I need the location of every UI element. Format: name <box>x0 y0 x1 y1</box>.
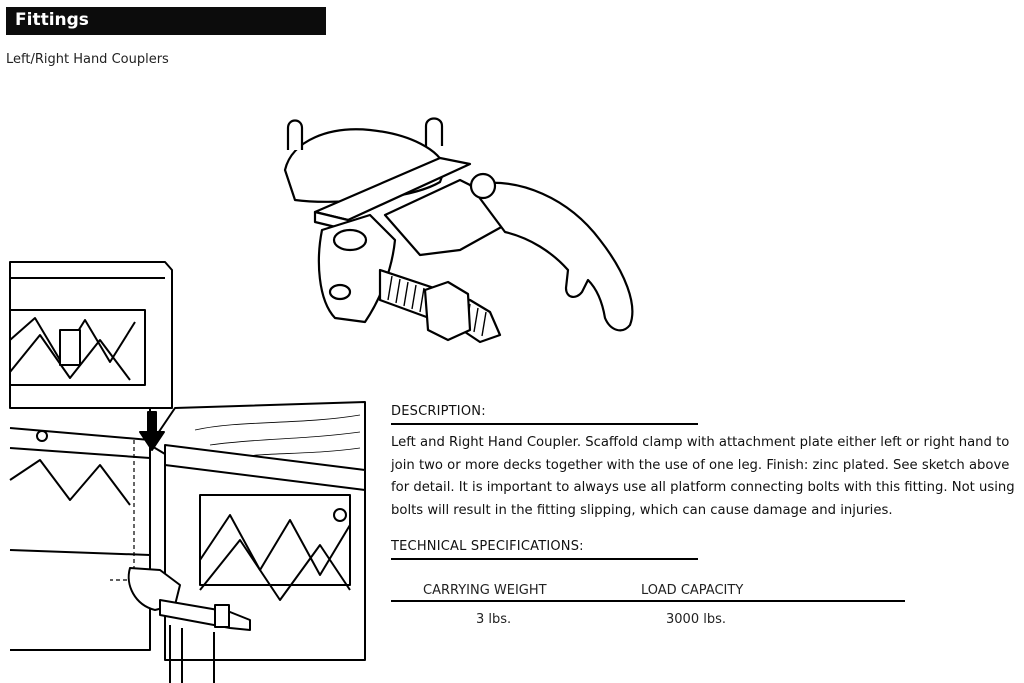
specs-divider <box>391 558 698 560</box>
spec-value-load-capacity: 3000 lbs. <box>666 612 726 627</box>
description-heading: DESCRIPTION: <box>391 404 486 419</box>
coupler-clamp-illustration <box>285 119 632 343</box>
page-subtitle: Left/Right Hand Couplers <box>6 52 169 67</box>
platform-deck-illustration <box>10 262 365 683</box>
description-divider <box>391 423 698 425</box>
specs-heading: TECHNICAL SPECIFICATIONS: <box>391 539 584 554</box>
spec-table-rule <box>391 600 905 602</box>
spec-column-load-capacity: LOAD CAPACITY <box>641 583 744 598</box>
description-text: Left and Right Hand Coupler. Scaffold clamp with attachment plate either left or right hand to join two or more decks together with the use of one leg. Finish: zinc plated. See sketch above for detail. It is important to always use all platform connecting bolts with this fitting. Not using bolts will result in the fitting slipping, which can cause damage and injuries. <box>391 435 1015 518</box>
spec-column-carrying-weight: CARRYING WEIGHT <box>423 583 547 598</box>
spec-value-carrying-weight: 3 lbs. <box>476 612 512 627</box>
page-title: Fittings <box>15 10 89 30</box>
